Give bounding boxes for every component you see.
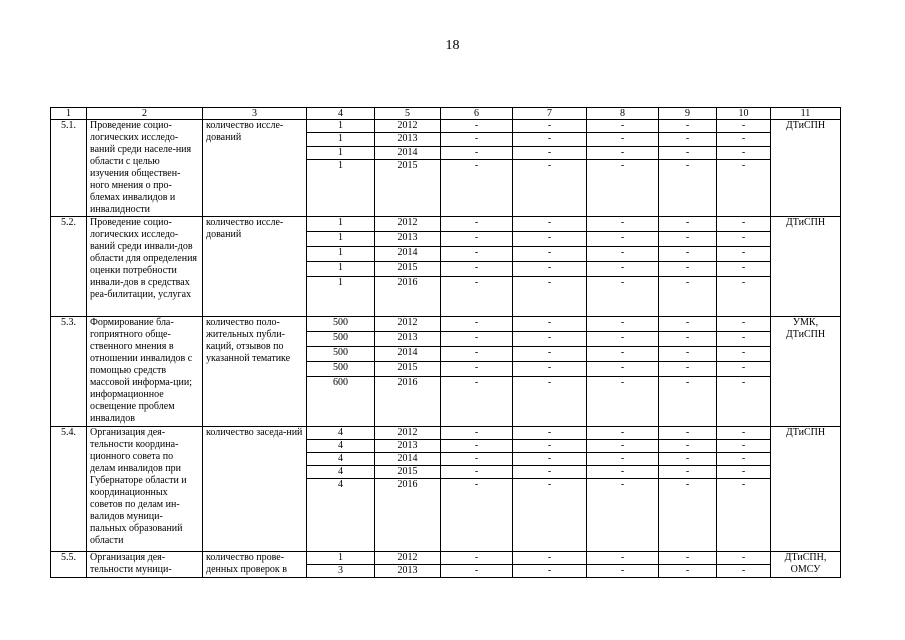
value-cell: - [659,159,717,216]
year-cell: 2014 [375,146,441,159]
year-cell: 2015 [375,362,441,377]
value-cell: - [441,565,513,578]
value-cell: - [513,277,587,317]
executor-cell: ДТиСПН [771,120,841,217]
indicator-value: 4 [307,427,375,440]
section-number: 5.2. [51,217,87,317]
table-body [51,120,841,578]
value-cell: - [441,466,513,479]
value-cell: - [659,217,717,232]
value-cell: - [659,232,717,247]
value-cell: - [513,552,587,565]
indicator-name: количество заседа-ний [203,427,307,552]
measure-title: Формирование бла-гоприятного обще-ственного мнения в отношении инвалидов с помощью средств массовой информа-ции; информационное освещение проблем инвалидов [87,317,203,427]
value-cell: - [659,247,717,262]
value-cell: - [717,453,771,466]
year-cell: 2012 [375,427,441,440]
value-cell: - [441,247,513,262]
section-number: 5.5. [51,552,87,578]
column-header: 4 [307,108,375,120]
year-cell: 2014 [375,453,441,466]
indicator-value: 1 [307,146,375,159]
column-header: 8 [587,108,659,120]
indicator-name: количество иссле-дований [203,217,307,317]
value-cell: - [513,427,587,440]
value-cell: - [717,317,771,332]
year-cell: 2013 [375,133,441,146]
value-cell: - [513,347,587,362]
value-cell: - [441,317,513,332]
value-cell: - [441,262,513,277]
value-cell: - [587,133,659,146]
value-cell: - [659,565,717,578]
indicator-value: 1 [307,552,375,565]
value-cell: - [587,120,659,133]
year-cell: 2012 [375,552,441,565]
value-cell: - [717,146,771,159]
value-cell: - [513,440,587,453]
indicator-value: 500 [307,347,375,362]
value-cell: - [441,479,513,552]
column-header: 7 [513,108,587,120]
value-cell: - [587,440,659,453]
value-cell: - [587,552,659,565]
value-cell: - [717,133,771,146]
value-cell: - [659,317,717,332]
indicator-value: 500 [307,332,375,347]
value-cell: - [587,217,659,232]
column-header: 11 [771,108,841,120]
indicator-value: 1 [307,133,375,146]
value-cell: - [717,262,771,277]
year-cell: 2012 [375,317,441,332]
year-cell: 2012 [375,120,441,133]
executor-cell: ДТиСПН [771,217,841,317]
indicator-value: 500 [307,317,375,332]
value-cell: - [587,479,659,552]
value-cell: - [587,247,659,262]
value-cell: - [659,120,717,133]
column-header: 9 [659,108,717,120]
indicator-value: 4 [307,440,375,453]
value-cell: - [513,377,587,427]
year-cell: 2016 [375,479,441,552]
column-header: 6 [441,108,513,120]
value-cell: - [513,217,587,232]
value-cell: - [513,159,587,216]
value-cell: - [441,440,513,453]
column-header: 5 [375,108,441,120]
indicator-name: количество поло-жительных публи-каций, отзывов по указанной тематике [203,317,307,427]
value-cell: - [717,232,771,247]
measure-title: Проведение социо-логических исследо-ваний среди инвали-дов области для определения оценки потребности инвали-дов в средствах реа-билитации, услугах [87,217,203,317]
value-cell: - [659,466,717,479]
indicator-name: количество прове-денных проверок в [203,552,307,578]
value-cell: - [513,247,587,262]
indicator-value: 4 [307,466,375,479]
year-cell: 2015 [375,159,441,216]
value-cell: - [717,347,771,362]
value-cell: - [587,362,659,377]
value-cell: - [717,565,771,578]
value-cell: - [441,232,513,247]
page-number: 18 [445,38,460,53]
indicator-name: количество иссле-дований [203,120,307,217]
value-cell: - [587,347,659,362]
executor-cell: ДТиСПН [771,427,841,552]
value-cell: - [587,377,659,427]
value-cell: - [441,332,513,347]
value-cell: - [441,277,513,317]
table-row [51,427,841,440]
measure-title: Организация дея-тельности координа-ционного совета по делам инвалидов при Губернаторе области и координационных советов по делам ин-валидов муници-пальных образований области [87,427,203,552]
value-cell: - [513,466,587,479]
year-cell: 2013 [375,565,441,578]
measure-title: Организация дея-тельности муници- [87,552,203,578]
indicator-value: 600 [307,377,375,427]
table-row [51,552,841,565]
value-cell: - [513,232,587,247]
value-cell: - [587,427,659,440]
value-cell: - [587,146,659,159]
indicator-value: 1 [307,232,375,247]
value-cell: - [587,565,659,578]
value-cell: - [441,217,513,232]
value-cell: - [513,262,587,277]
indicator-value: 4 [307,453,375,466]
value-cell: - [513,453,587,466]
column-header: 1 [51,108,87,120]
value-cell: - [659,440,717,453]
value-cell: - [717,159,771,216]
year-cell: 2016 [375,377,441,427]
value-cell: - [587,159,659,216]
value-cell: - [717,332,771,347]
year-cell: 2014 [375,347,441,362]
value-cell: - [717,120,771,133]
value-cell: - [513,146,587,159]
column-header: 3 [203,108,307,120]
value-cell: - [659,427,717,440]
column-header: 10 [717,108,771,120]
value-cell: - [441,552,513,565]
value-cell: - [587,262,659,277]
year-cell: 2013 [375,232,441,247]
value-cell: - [717,552,771,565]
indicator-value: 1 [307,247,375,262]
value-cell: - [513,565,587,578]
value-cell: - [717,427,771,440]
executor-cell: УМК, ДТиСПН [771,317,841,427]
value-cell: - [513,362,587,377]
indicator-value: 1 [307,120,375,133]
value-cell: - [441,347,513,362]
year-cell: 2016 [375,277,441,317]
value-cell: - [717,277,771,317]
value-cell: - [587,277,659,317]
value-cell: - [659,133,717,146]
indicator-value: 1 [307,262,375,277]
value-cell: - [717,362,771,377]
value-cell: - [441,146,513,159]
table-row [51,317,841,332]
indicator-value: 4 [307,479,375,552]
value-cell: - [659,146,717,159]
value-cell: - [659,453,717,466]
value-cell: - [441,453,513,466]
value-cell: - [659,262,717,277]
year-cell: 2012 [375,217,441,232]
table-row [51,120,841,133]
executor-cell: ДТиСПН, ОМСУ [771,552,841,578]
value-cell: - [441,427,513,440]
value-cell: - [513,133,587,146]
value-cell: - [587,232,659,247]
value-cell: - [441,133,513,146]
section-number: 5.3. [51,317,87,427]
value-cell: - [441,362,513,377]
program-table [50,107,841,578]
indicator-value: 500 [307,362,375,377]
value-cell: - [717,479,771,552]
value-cell: - [717,247,771,262]
value-cell: - [659,347,717,362]
year-cell: 2014 [375,247,441,262]
value-cell: - [441,120,513,133]
year-cell: 2015 [375,466,441,479]
value-cell: - [587,466,659,479]
value-cell: - [717,440,771,453]
value-cell: - [659,332,717,347]
year-cell: 2013 [375,440,441,453]
value-cell: - [717,377,771,427]
value-cell: - [587,317,659,332]
value-cell: - [659,479,717,552]
value-cell: - [659,362,717,377]
indicator-value: 3 [307,565,375,578]
value-cell: - [587,453,659,466]
year-cell: 2013 [375,332,441,347]
table-header-row [51,108,841,120]
year-cell: 2015 [375,262,441,277]
value-cell: - [587,332,659,347]
table-row [51,217,841,232]
indicator-value: 1 [307,277,375,317]
value-cell: - [513,479,587,552]
section-number: 5.1. [51,120,87,217]
value-cell: - [717,217,771,232]
measure-title: Проведение социо-логических исследо-ваний среди населе-ния области с целью изучения обществен-ного мнения о про-блемах инвалидов и инвалидности [87,120,203,217]
value-cell: - [441,377,513,427]
indicator-value: 1 [307,217,375,232]
value-cell: - [717,466,771,479]
indicator-value: 1 [307,159,375,216]
value-cell: - [441,159,513,216]
value-cell: - [513,332,587,347]
column-header: 2 [87,108,203,120]
section-number: 5.4. [51,427,87,552]
value-cell: - [659,377,717,427]
value-cell: - [513,120,587,133]
value-cell: - [513,317,587,332]
value-cell: - [659,277,717,317]
value-cell: - [659,552,717,565]
